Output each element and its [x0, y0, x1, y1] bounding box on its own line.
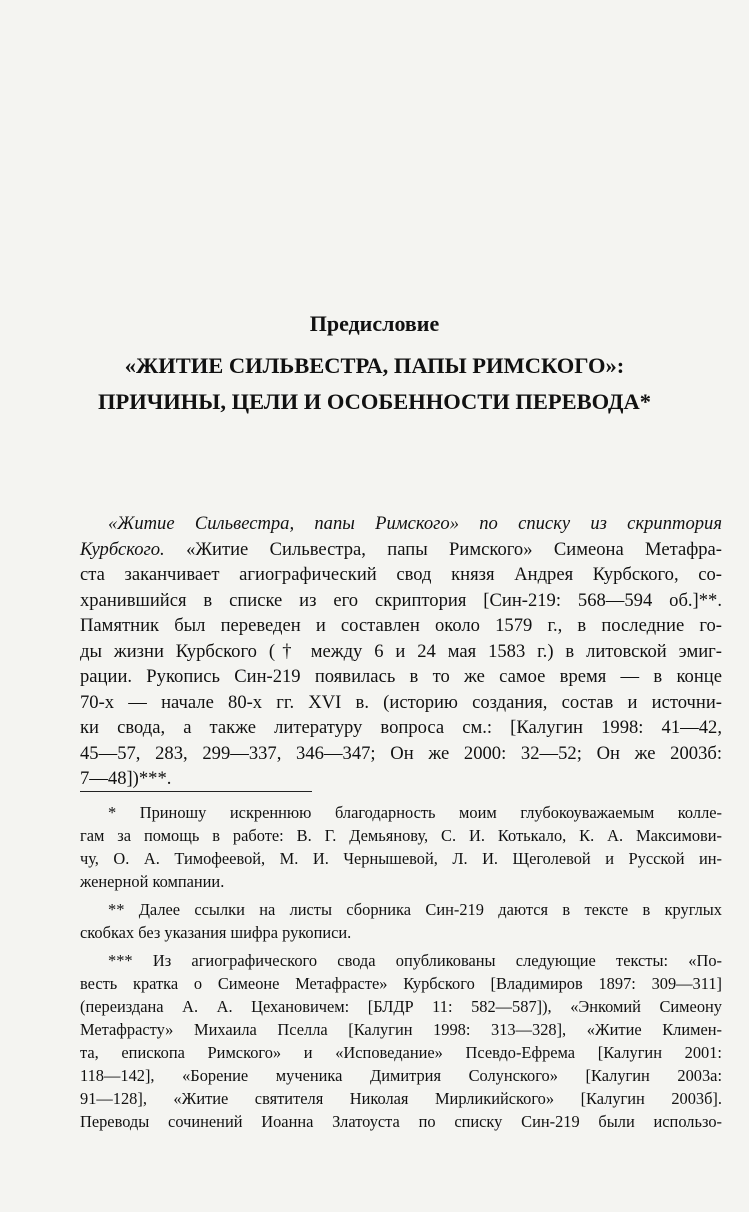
footnotes	[80, 801, 722, 1133]
footnote-2-line-2: скобках без указания шифра рукописи.	[80, 923, 352, 942]
footnote-2-line-1: ** Далее ссылки на листы сборника Син-219 даются в тексте в круглых	[108, 900, 722, 919]
footnote-3-line-8: Переводы сочинений Иоанна Златоуста по списку Син-219 были использо-	[80, 1112, 722, 1131]
footnote-1-line-3: чу, О. А. Тимофеевой, М. И. Чернышевой, Л. И. Щеголевой и Русской ин-	[80, 849, 722, 868]
footnote-3-line-2: весть кратка о Симеоне Метафрасте» Курбского [Владимиров 1897: 309—311]	[80, 974, 722, 993]
chapter-title-line-1: «ЖИТИЕ СИЛЬВЕСТРА, ПАПЫ РИМСКОГО»:	[124, 353, 625, 378]
body-line-7: 70-х — начале 80-х гг. XVI в. (историю создания, состав и источни-	[80, 691, 722, 713]
body-line-3: хранившийся в списке из его скриптория [Син-219: 568—594 об.]**.	[80, 589, 722, 611]
section-heading-preface: Предисловие	[309, 311, 440, 336]
body-line-10: 7—48])***.	[80, 768, 172, 789]
footnote-3-line-3: (переиздана А. А. Цехановичем: [БЛДР 11: 582—587]), «Энкомий Симеону	[80, 997, 722, 1016]
body-line-4: Памятник был переведен и составлен около 1579 г., в последние го-	[80, 615, 722, 636]
footnote-3-line-6: 118—142], «Борение мученика Димитрия Солунского» [Калугин 2003а:	[80, 1066, 722, 1085]
body-line-2: ста заканчивает агиографический свод князя Андрея Курбского, со-	[80, 564, 722, 585]
chapter-title-line-2: ПРИЧИНЫ, ЦЕЛИ И ОСОБЕННОСТИ ПЕРЕВОДА*	[97, 389, 652, 414]
footnote-1-line-4: женерной компании.	[80, 872, 225, 891]
body-line-5: ды жизни Курбского († между 6 и 24 мая 1583 г.) в литовской эмиг-	[80, 640, 722, 662]
footnote-3-line-4: Метафрасту» Михаила Пселла [Калугин 1998: 313—328], «Житие Климен-	[80, 1020, 722, 1039]
body-line-9: 45—57, 283, 299—337, 346—347; Он же 2000: 32—52; Он же 2003б:	[80, 742, 722, 764]
italic-lead-line-1: «Житие Сильвестра, папы Римского» по списку из скриптория	[108, 513, 722, 534]
italic-lead-line-2: Курбского.	[80, 538, 165, 560]
body-line-8: ки свода, а также литературу вопроса см.: [Калугин 1998: 41—42,	[80, 717, 722, 738]
body-line-6: рации. Рукопись Син-219 появилась в то же самое время — в конце	[80, 666, 722, 687]
body-paragraph	[80, 511, 722, 792]
footnote-3-line-5: та, епископа Римского» и «Исповедание» Псевдо-Ефрема [Калугин 2001:	[80, 1043, 722, 1062]
body-line-1	[80, 537, 722, 563]
footnote-1-line-1: * Приношу искреннюю благодарность моим глубокоуважаемым колле-	[108, 803, 722, 822]
footnote-separator	[80, 791, 312, 792]
footnote-1-line-2: гам за помощь в работе: В. Г. Демьянову, С. И. Котькало, К. А. Максимови-	[80, 826, 722, 845]
footnote-3-line-1: *** Из агиографического свода опубликованы следующие тексты: «По-	[108, 951, 722, 970]
body-text-fragment: «Житие Сильвестра, папы Римского» Симеона Метафра-	[186, 538, 722, 560]
footnote-3-line-7: 91—128], «Житие святителя Николая Мирликийского» [Калугин 2003б].	[80, 1089, 722, 1108]
